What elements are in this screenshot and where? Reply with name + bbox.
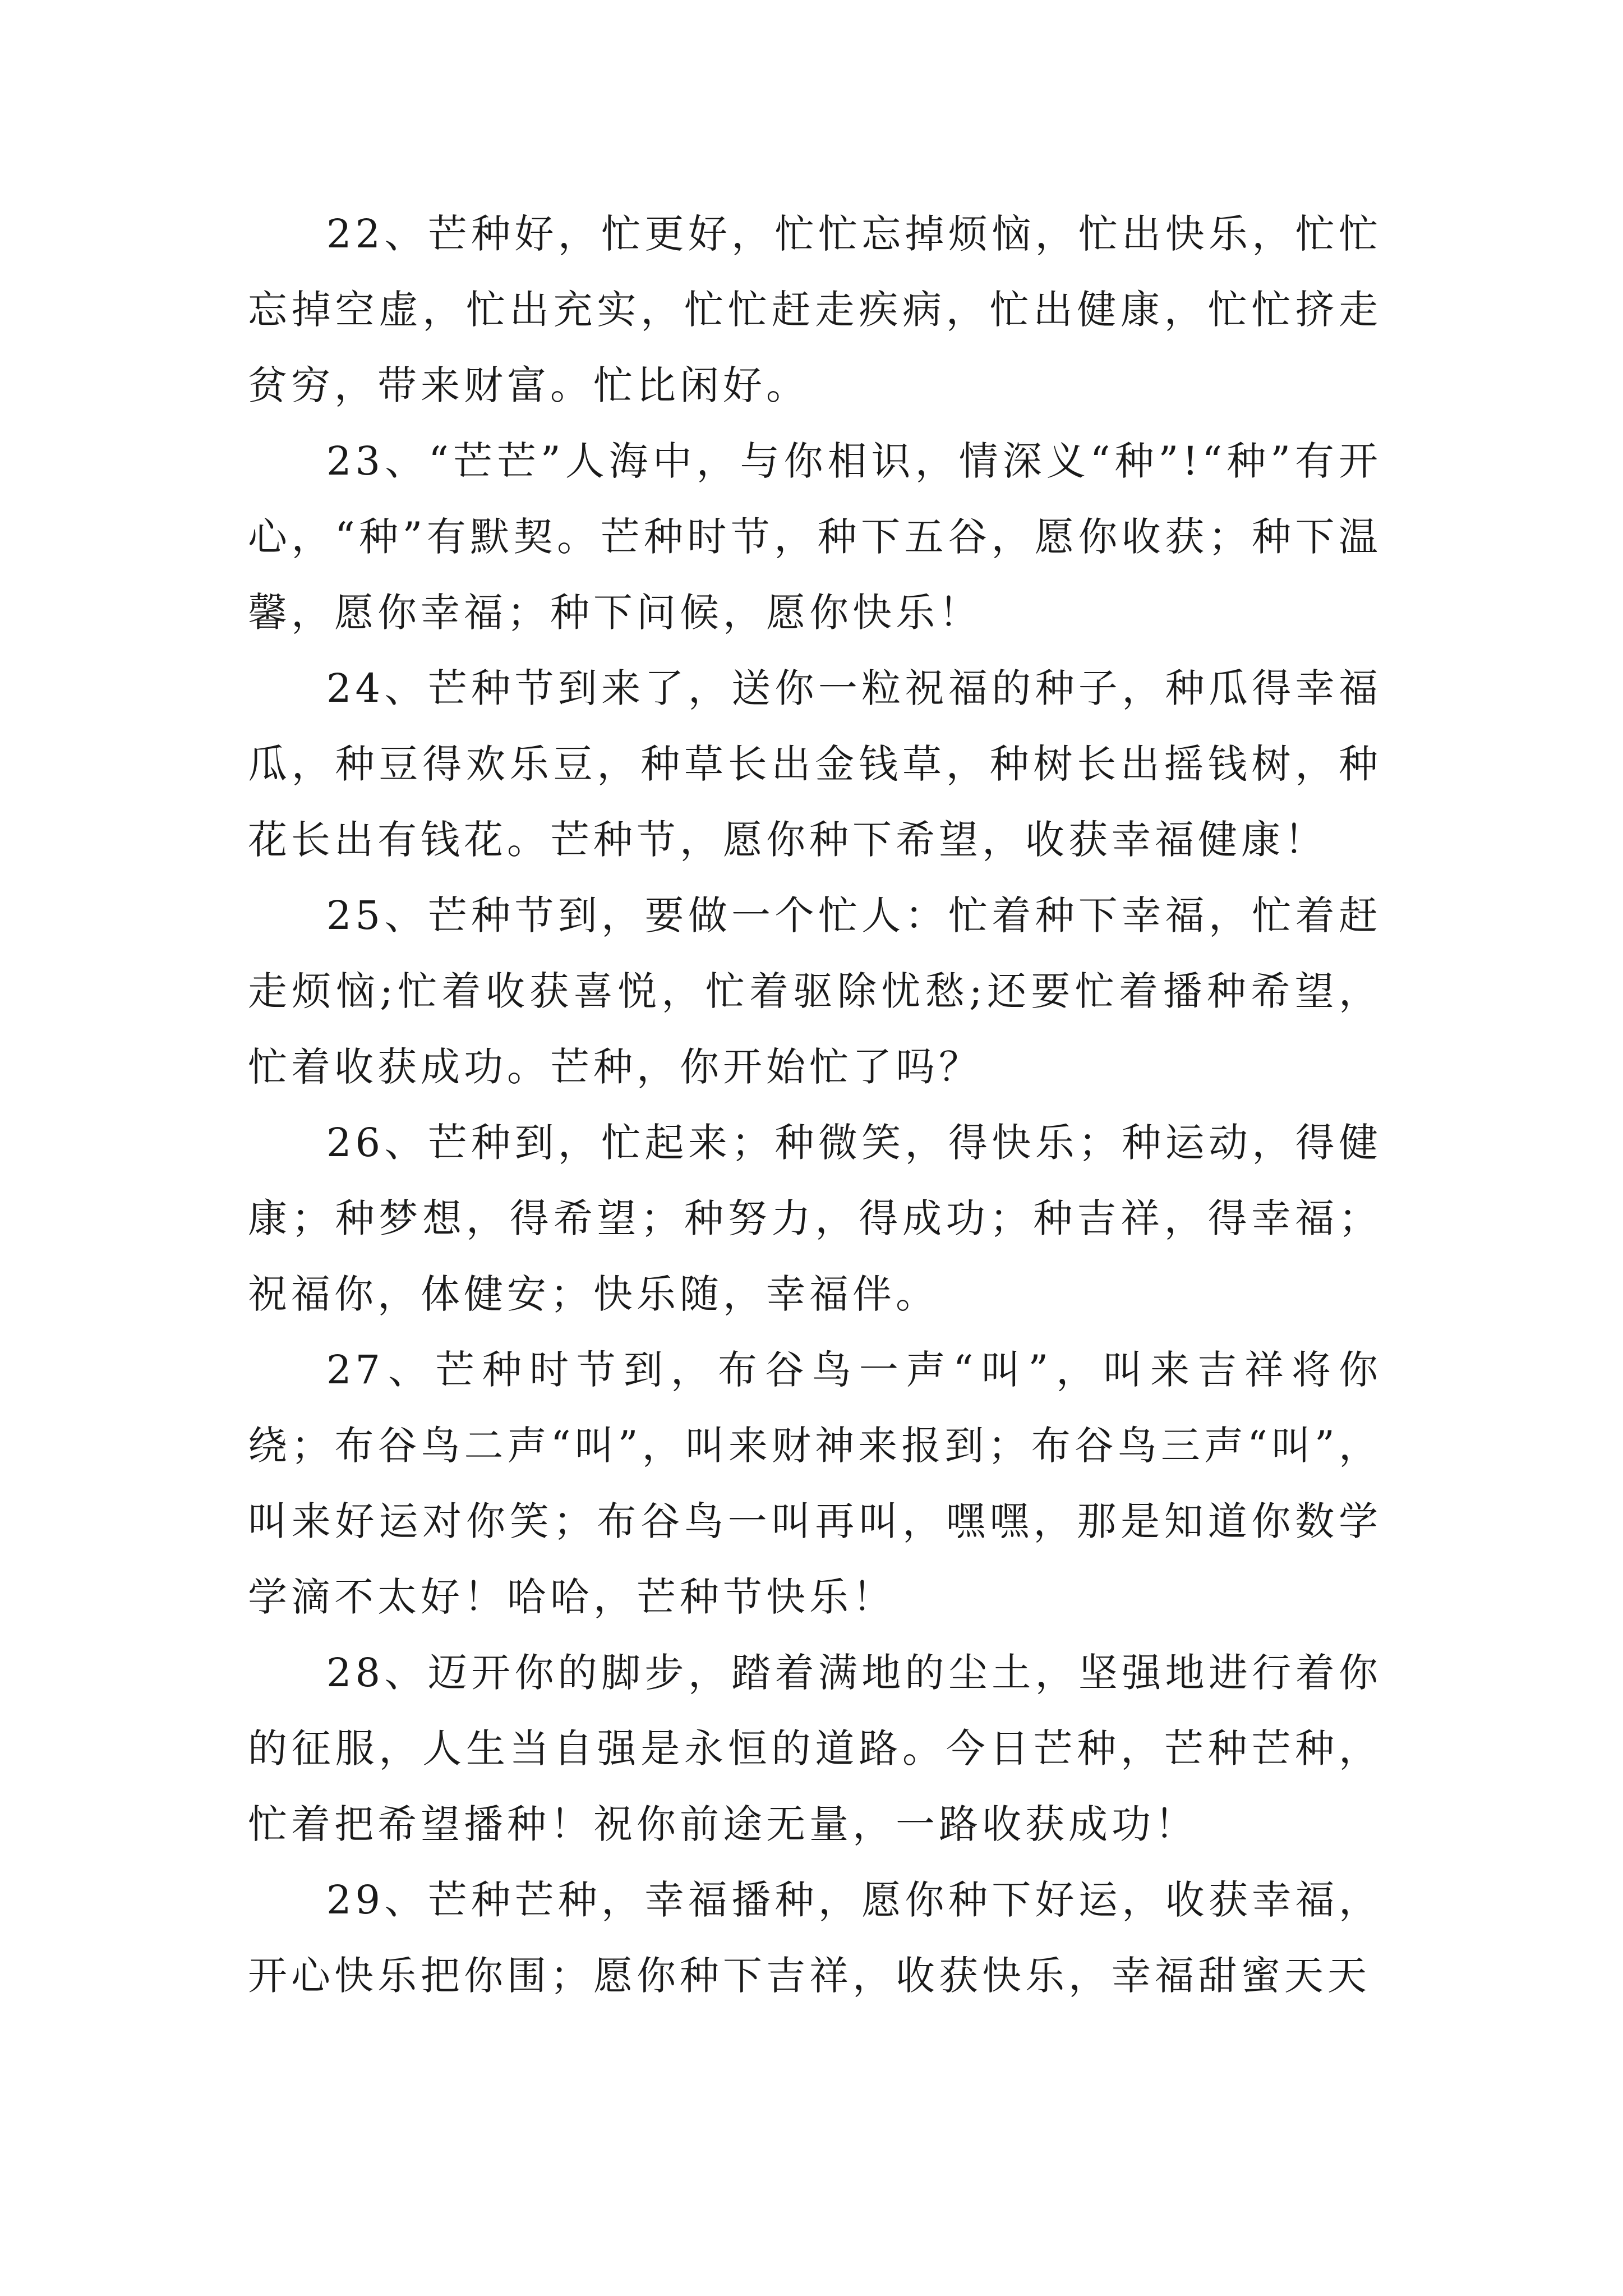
paragraph-28: 28、迈开你的脚步，踏着满地的尘土，坚强地进行着你的征服，人生当自强是永恒的道路。今日芒种，芒种芒种，忙着把希望播种！祝你前途无量，一路收获成功！ <box>248 1650 1382 1847</box>
paragraph-23: 23、“芒芒”人海中，与你相识，情深义“种”!“种”有开心，“种”有默契。芒种时节，种下五谷，愿你收获；种下温馨，愿你幸福；种下问候，愿你快乐！ <box>248 438 1382 636</box>
paragraph-24: 24、芒种节到来了，送你一粒祝福的种子，种瓜得幸福瓜，种豆得欢乐豆，种草长出金钱草，种树长出摇钱树，种花长出有钱花。芒种节，愿你种下希望，收获幸福健康！ <box>248 665 1382 863</box>
paragraph-27: 27、芒种时节到，布谷鸟一声“叫”，叫来吉祥将你绕；布谷鸟二声“叫”，叫来财神来报到；布谷鸟三声“叫”，叫来好运对你笑；布谷鸟一叫再叫，嘿嘿，那是知道你数学学滴不太好！哈哈，芒种节快乐！ <box>248 1347 1382 1620</box>
paragraph-29: 29、芒种芒种，幸福播种，愿你种下好运，收获幸福，开心快乐把你围；愿你种下吉祥，收获快乐，幸福甜蜜天天 <box>248 1877 1382 1999</box>
paragraph-25: 25、芒种节到，要做一个忙人：忙着种下幸福，忙着赶走烦恼;忙着收获喜悦，忙着驱除忧愁;还要忙着播种希望，忙着收获成功。芒种，你开始忙了吗？ <box>248 892 1382 1090</box>
paragraph-26: 26、芒种到，忙起来；种微笑，得快乐；种运动，得健康；种梦想，得希望；种努力，得成功；种吉祥，得幸福；祝福你，体健安；快乐随，幸福伴。 <box>248 1120 1382 1317</box>
paragraph-22: 22、芒种好，忙更好，忙忙忘掉烦恼，忙出快乐，忙忙忘掉空虚，忙出充实，忙忙赶走疾病，忙出健康，忙忙挤走贫穷，带来财富。忙比闲好。 <box>248 211 1382 408</box>
document-body <box>248 196 1382 2014</box>
